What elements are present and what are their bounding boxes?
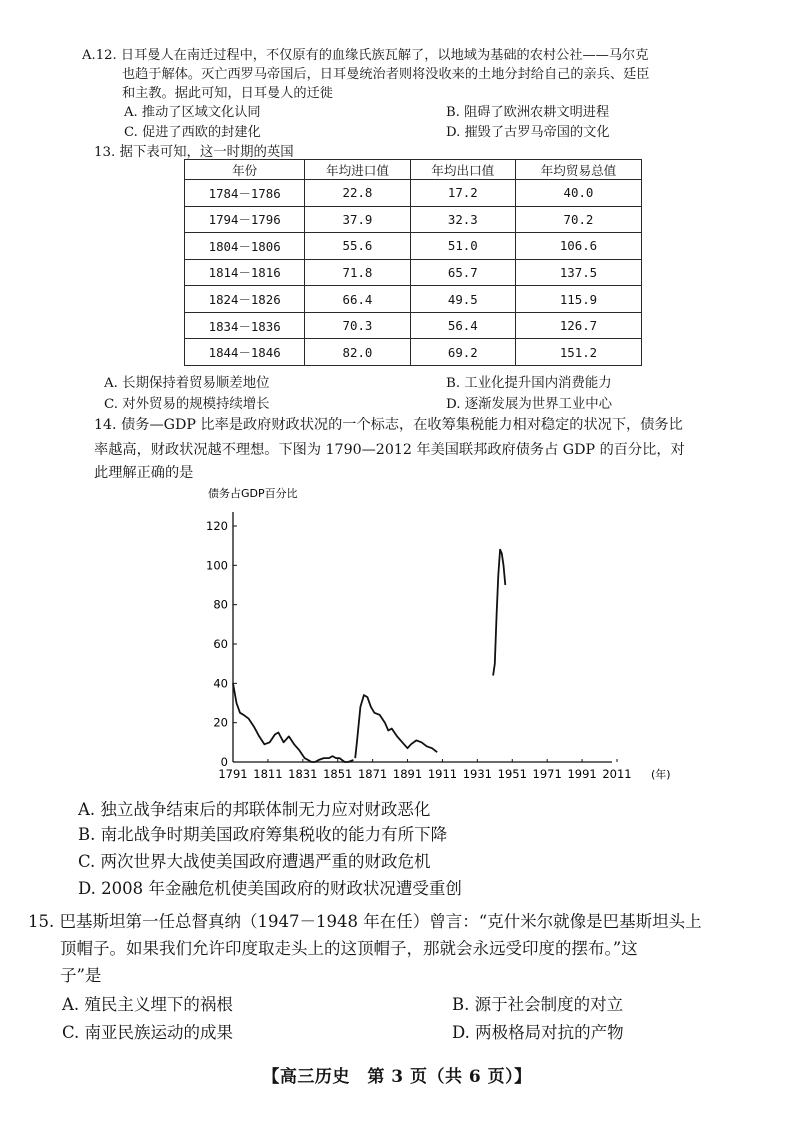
chart-axes [233, 512, 612, 762]
q13-stem: 13. 据下表可知，这一时期的英国 [94, 145, 294, 160]
debt-series-line [493, 550, 505, 676]
y-tick-label: 60 [213, 637, 228, 651]
table-header-cell: 年均进口值 [305, 160, 410, 180]
x-tick-label: 1791 [218, 767, 248, 781]
y-tick-label: 20 [213, 715, 228, 730]
table-cell: 37.9 [305, 206, 410, 233]
q14-stem-line3: 此理解正确的是 [94, 465, 194, 481]
y-tick-label: 80 [213, 597, 228, 612]
table-header-cell: 年均出口值 [410, 160, 515, 180]
x-tick-label: 1951 [497, 767, 527, 781]
q15-option-b: B. 源于社会制度的对立 [452, 995, 624, 1014]
page-footer: 【高三历史 第 3 页（共 6 页）】 [262, 1067, 532, 1087]
table-cell: 69.2 [410, 339, 515, 366]
q12-option-c: C. 促进了西欧的封建化 [124, 125, 261, 140]
x-tick-label: 1811 [253, 767, 283, 781]
table-cell: 1804－1806 [185, 233, 305, 260]
x-tick-label: 1931 [462, 767, 493, 781]
debt-series-line [355, 695, 437, 758]
table-cell: 1824－1826 [185, 286, 305, 313]
table-cell: 126.7 [515, 312, 641, 339]
q13-option-a: A. 长期保持着贸易顺差地位 [104, 376, 270, 391]
q15-stem-line3: 子”是 [60, 966, 102, 985]
chart-series [233, 550, 505, 762]
q12-option-d: D. 摧毁了古罗马帝国的文化 [446, 125, 610, 140]
table-header-cell: 年份 [185, 160, 305, 180]
q14-option-a: A. 独立战争结束后的邦联体制无力应对财政恶化 [78, 800, 431, 819]
table-cell: 1844－1846 [185, 339, 305, 366]
x-tick-label: 1991 [567, 767, 597, 781]
table-cell: 71.8 [305, 259, 410, 286]
table-cell: 82.0 [305, 339, 410, 366]
table-cell: 1794－1796 [185, 206, 305, 233]
q14-stem-line2: 率越高，财政状况越不理想。下图为 1790—2012 年美国联邦政府债务占 GDP 的百分比，对 [94, 442, 685, 458]
table-cell: 70.2 [515, 206, 641, 233]
x-axis-label: (年) [651, 768, 671, 781]
table-cell: 22.8 [305, 180, 410, 207]
x-tick-label: 1851 [323, 767, 353, 781]
q15-option-c: C. 南亚民族运动的成果 [62, 1023, 234, 1042]
q13-option-b: B. 工业化提升国内消费能力 [446, 376, 612, 391]
x-tick-label: 1871 [357, 767, 388, 781]
table-header-cell: 年均贸易总值 [515, 160, 641, 180]
q14-option-d: D. 2008 年金融危机使美国政府的财政状况遭受重创 [78, 879, 462, 898]
table-cell: 51.0 [410, 233, 515, 260]
y-axis-label: 债务占GDP百分比 [208, 487, 298, 500]
table-cell: 32.3 [410, 206, 515, 233]
table-cell: 1784－1786 [185, 180, 305, 207]
table-cell: 1814－1816 [185, 259, 305, 286]
table-cell: 56.4 [410, 312, 515, 339]
q13-option-c: C. 对外贸易的规模持续增长 [104, 397, 270, 412]
table-cell: 151.2 [515, 339, 641, 366]
q15-option-d: D. 两极格局对抗的产物 [452, 1023, 624, 1042]
x-tick-label: 1971 [532, 767, 562, 781]
table-cell: 137.5 [515, 259, 641, 286]
table-cell: 115.9 [515, 286, 641, 313]
q15-stem-line1: 15. 巴基斯坦第一任总督真纳（1947－1948 年在任）曾言：“克什米尔就像是巴基斯坦头上 [28, 912, 702, 931]
q12-stem-line3: 和主教。据此可知，日耳曼人的迁徙 [122, 86, 333, 101]
q15-option-a: A. 殖民主义埋下的祸根 [62, 995, 233, 1014]
table-cell: 49.5 [410, 286, 515, 313]
table-cell: 65.7 [410, 259, 515, 286]
debt-series-line [233, 683, 353, 762]
table-cell: 40.0 [515, 180, 641, 207]
y-tick-label: 0 [220, 755, 228, 769]
x-tick-label: 2011 [602, 767, 632, 781]
q15-stem-line2: 顶帽子。如果我们允许印度取走头上的这顶帽子，那就会永远受印度的摆布。”这 [60, 939, 638, 958]
y-tick-label: 100 [206, 558, 228, 573]
q12-stem-line1: A.12. 日耳曼人在南迁过程中，不仅原有的血缘氏族瓦解了，以地域为基础的农村公社——马尔克 [82, 48, 649, 63]
y-tick-label: 40 [213, 676, 228, 691]
table-cell: 55.6 [305, 233, 410, 260]
q13-option-d: D. 逐渐发展为世界工业中心 [446, 397, 613, 412]
table-cell: 70.3 [305, 312, 410, 339]
x-tick-label: 1831 [288, 767, 318, 781]
x-tick-label: 1891 [392, 767, 423, 781]
table-cell: 1834－1836 [185, 312, 305, 339]
table-cell: 17.2 [410, 180, 515, 207]
y-tick-label: 120 [206, 519, 228, 533]
q14-option-b: B. 南北战争时期美国政府筹集税收的能力有所下降 [78, 825, 448, 844]
q14-option-c: C. 两次世界大战使美国政府遭遇严重的财政危机 [78, 852, 431, 871]
q12-stem-line2: 也趋于解体。灭亡西罗马帝国后，日耳曼统治者则将没收来的土地分封给自己的亲兵、廷臣 [122, 67, 650, 82]
q12-option-a: A. 推动了区域文化认同 [124, 105, 261, 120]
q12-option-b: B. 阻碍了欧洲农耕文明进程 [446, 105, 610, 120]
q14-stem-line1: 14. 债务—GDP 比率是政府财政状况的一个标志，在收筹集税能力相对稳定的状况下，债务比 [94, 417, 683, 433]
table-cell: 106.6 [515, 233, 641, 260]
x-tick-label: 1911 [427, 767, 458, 781]
table-cell: 66.4 [305, 286, 410, 313]
